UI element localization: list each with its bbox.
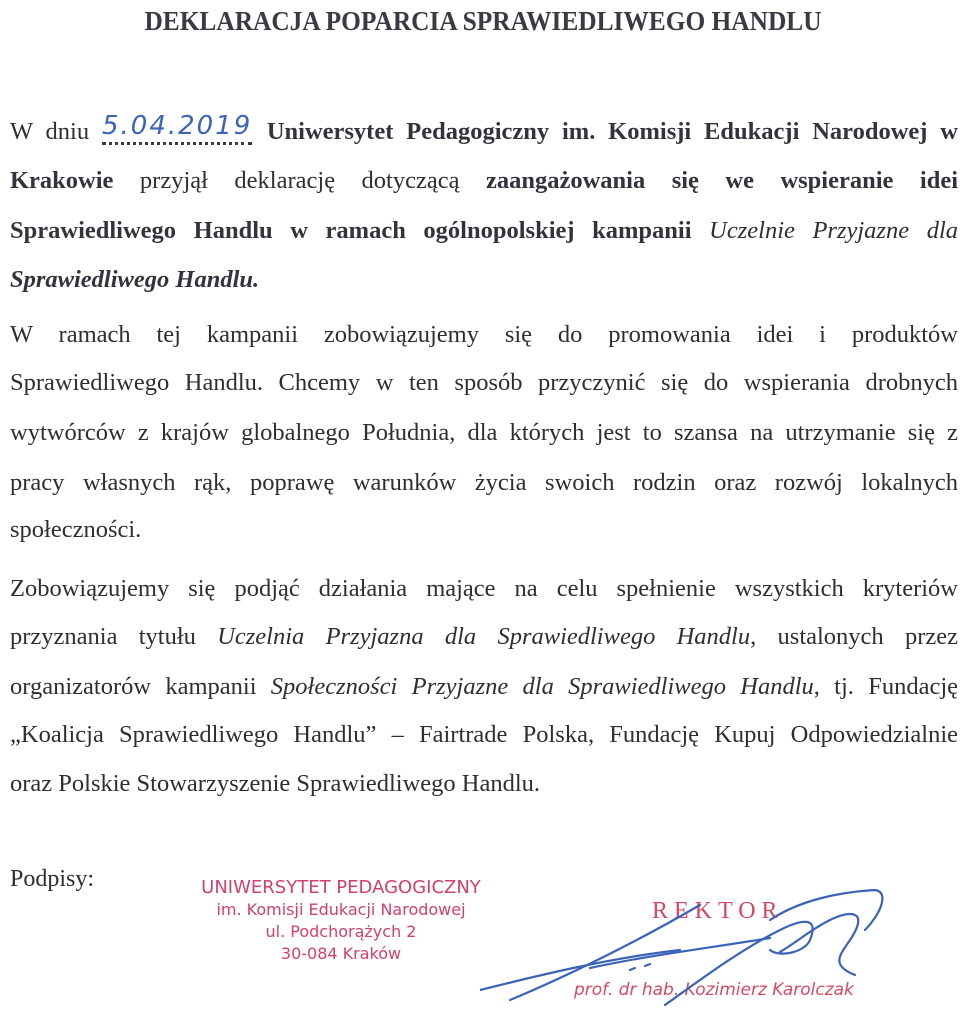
stamp-line: 30-084 Kraków bbox=[280, 944, 402, 963]
title-name: Uczelnia Przyjazna dla Sprawiedliwego Handlu bbox=[217, 623, 751, 650]
paragraph1-line4 bbox=[10, 265, 958, 295]
bold-text-span: zaangażowania się we wspieranie idei bbox=[485, 167, 959, 194]
paragraph2-line: W ramach tej kampanii zobowiązujemy się do promowania idei i produktów bbox=[10, 321, 958, 348]
paragraph1-line1 bbox=[10, 111, 959, 147]
signature-stroke bbox=[780, 914, 858, 975]
paragraph2-line: pracy własnych rąk, poprawę warunków życia swoich rodzin oraz rozwój lokalnych bbox=[10, 469, 958, 496]
city-name: Krakowie bbox=[10, 167, 114, 194]
stamp-line: UNIWERSYTET PEDAGOGICZNY bbox=[201, 877, 481, 898]
paragraph2-line: społeczności. bbox=[10, 516, 142, 543]
university-stamp bbox=[196, 877, 486, 965]
dotted-line bbox=[102, 142, 252, 145]
text-span: , ustalonych przez bbox=[750, 623, 958, 650]
text-span: , tj. Fundację bbox=[813, 673, 959, 700]
handwritten-date: 5.04.2019 bbox=[101, 111, 253, 141]
rector-stamp-title: REKTOR bbox=[652, 898, 784, 924]
signature-stroke bbox=[770, 890, 882, 930]
paragraph2-line: wytwórców z krajów globalnego Południa, dla których jest to szansa na utrzymanie się z bbox=[10, 419, 958, 446]
paragraph1-line2 bbox=[10, 166, 958, 196]
paragraph3-line4: „Koalicja Sprawiedliwego Handlu” – Fairtrade Polska, Fundację Kupuj Odpowiedzialnie bbox=[10, 721, 958, 748]
bold-text-span: Sprawiedliwego Handlu w ramach ogólnopolskiej kampanii bbox=[10, 217, 692, 244]
paragraph3-line5: oraz Polskie Stowarzyszenie Sprawiedliwego Handlu. bbox=[10, 770, 541, 797]
stamp-line: ul. Podchorążych 2 bbox=[265, 922, 417, 941]
text-span: przyjął deklarację dotyczącą bbox=[139, 167, 460, 194]
paragraph3-line3 bbox=[10, 672, 958, 702]
campaign-name: Uczelnie Przyjazne dla bbox=[709, 217, 959, 244]
paragraph3-line1: Zobowiązujemy się podjąć działania mające na celu spełnienie wszystkich kryteriów bbox=[10, 575, 958, 602]
signature-stroke bbox=[665, 922, 813, 1005]
signature-stroke bbox=[590, 938, 770, 968]
signatures-label: Podpisy: bbox=[10, 866, 95, 892]
paragraph1-line3 bbox=[10, 216, 958, 246]
handwritten-signature bbox=[480, 880, 920, 1020]
text-span: organizatorów kampanii bbox=[10, 673, 257, 700]
date-field bbox=[101, 111, 254, 147]
stamp-line: im. Komisji Edukacji Narodowej bbox=[216, 900, 466, 919]
date-prefix: W dniu bbox=[10, 118, 90, 145]
rector-stamp-name: prof. dr hab. Kozimierz Karolczak bbox=[574, 980, 854, 1000]
university-name: Uniwersytet Pedagogiczny im. Komisji Edukacji Narodowej w bbox=[266, 118, 959, 145]
paragraph3-line2 bbox=[10, 622, 958, 652]
paragraph2-line: Sprawiedliwego Handlu. Chcemy w ten sposób przyczynić się do wspierania drobnych bbox=[10, 369, 958, 396]
signature-stroke bbox=[630, 964, 650, 970]
campaign-name: Społeczności Przyjazne dla Sprawiedliwego Handlu bbox=[270, 673, 814, 700]
document-title: DEKLARACJA POPARCIA SPRAWIEDLIWEGO HANDLU bbox=[144, 6, 822, 36]
text-span: przyznania tytułu bbox=[10, 623, 196, 650]
campaign-name-end: Sprawiedliwego Handlu. bbox=[10, 266, 260, 293]
